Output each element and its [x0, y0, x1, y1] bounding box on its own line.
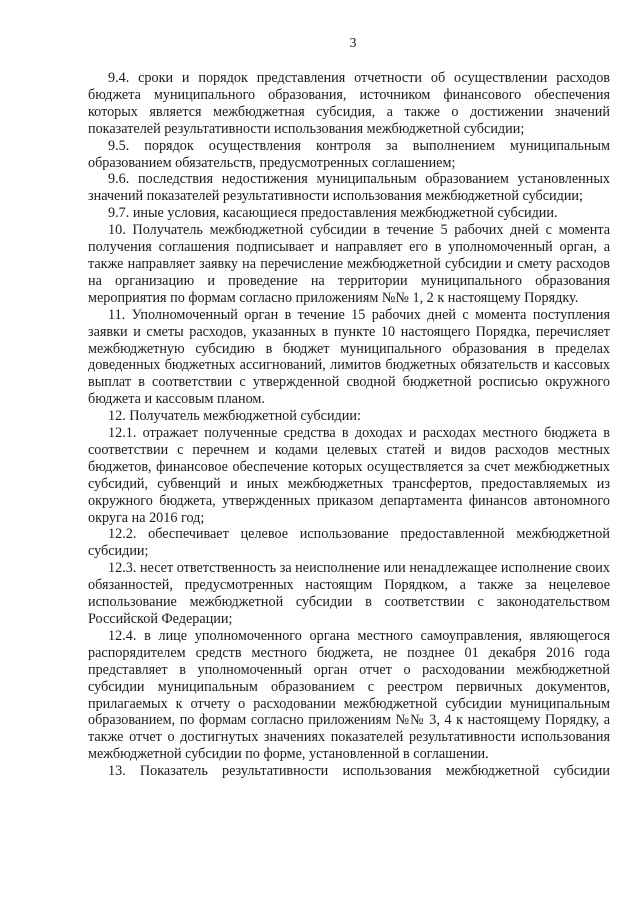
paragraph-9-7: 9.7. иные условия, касающиеся предоставления межбюджетной субсидии.	[108, 205, 558, 222]
paragraph-12-2: 12.2. обеспечивает целевое использование предоставленной межбюджетной субсидии;	[88, 526, 610, 560]
paragraph-11: 11. Уполномоченный орган в течение 15 рабочих дней с момента поступления заявки и сметы расходов, указанных в пункте 10 настоящего Порядка, перечисляет межбюджетную субсидию в бюджет муниципального образования в пределах доведенных бюджетных ассигнований, лимитов бюджетных обязательств и кассовых выплат в соответствии с утвержденной сводной бюджетной росписью окружного бюджета и кассовым планом.	[88, 306, 610, 408]
paragraph-9-5: 9.5. порядок осуществления контроля за выполнением муниципальным образованием обязательств, предусмотренных соглашением;	[88, 137, 610, 171]
paragraph-9-4: 9.4. сроки и порядок представления отчетности об осуществлении расходов бюджета муниципального образования, источником финансового обеспечения которых является межбюджетная субсидия, а также о достижении значений показателей результативности использования межбюджетной субсидии;	[88, 70, 610, 137]
page-number: 3	[349, 36, 357, 51]
paragraph-9-6: 9.6. последствия недостижения муниципальным образованием установленных значений показателей результативности использования межбюджетной субсидии;	[88, 171, 610, 205]
document-page	[88, 36, 610, 780]
paragraph-10: 10. Получатель межбюджетной субсидии в течение 5 рабочих дней с момента получения соглашения подписывает и направляет его в уполномоченный орган, а также направляет заявку на перечисление межбюджетной субсидии и смету расходов на организацию и проведение на территории муниципального образования мероприятия по формам согласно приложениям №№ 1, 2 к настоящему Порядку.	[88, 222, 610, 306]
paragraph-12-3: 12.3. несет ответственность за неисполнение или ненадлежащее исполнение своих обязанностей, предусмотренных настоящим Порядком, а также за нецелевое использование межбюджетной субсидии в соответствии с законодательством Российской Федерации;	[88, 560, 610, 627]
paragraph-13: 13. Показатель результативности использования межбюджетной субсидии	[108, 763, 610, 780]
paragraph-12: 12. Получатель межбюджетной субсидии:	[108, 408, 361, 425]
paragraph-12-4: 12.4. в лице уполномоченного органа местного самоуправления, являющегося распорядителем средств местного бюджета, не позднее 01 декабря 2016 года представляет в уполномоченный орган отчет о расходовании межбюджетной субсидии муниципальным образованием с реестром первичных документов, прилагаемых к отчету о расходовании межбюджетной субсидии муниципальным образованием, по формам согласно приложениям №№ 3, 4 к настоящему Порядку, а также отчет о достигнутых значениях показателей результативности использования межбюджетной субсидии по форме, установленной в соглашении.	[88, 627, 610, 763]
paragraph-12-1: 12.1. отражает полученные средства в доходах и расходах местного бюджета в соответствии с перечнем и кодами целевых статей и видов расходов местных бюджетов, финансовое обеспечение которых осуществляется за счет межбюджетных субсидий, субвенций и иных межбюджетных трансфертов, предоставляемых из окружного бюджета, утвержденных приказом департамента финансов автономного округа на 2016 год;	[88, 425, 610, 526]
